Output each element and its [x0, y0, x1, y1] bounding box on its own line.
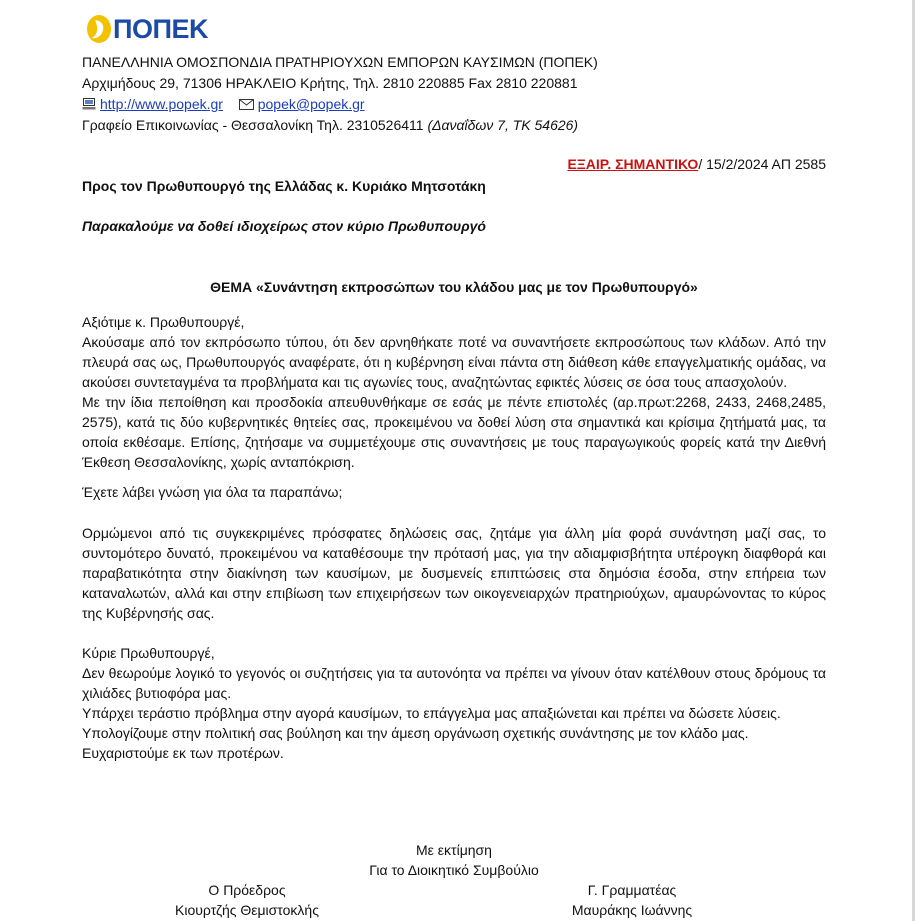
president-name: Κιουρτζής Θεμιστοκλής [175, 902, 319, 918]
paragraph-1: Ακούσαμε από τον εκπρόσωπο τύπου, ότι δεν αρνηθήκατε ποτέ να συναντήσετε εκπροσώπους των κλάδων. Από την πλευρά σας ως, Πρωθυπουργός αναφέρατε, ότι η κυβέρνηση είναι πάντα στη διάθεση κάθε επαγγελματικής ομάδας, να ακούσει συντεταγμένα τα προβλήματα και τις αγωνίες τους, αναζητώντας εφικτές λύσεις σε όσα τους απασχολούν. [82, 334, 826, 390]
signature-block [82, 840, 826, 920]
salutation-2: Κύριε Πρωθυπουργέ, [82, 645, 215, 661]
envelope-icon [239, 99, 254, 110]
reference-details: / 15/2/2024 ΑΠ 2585 [698, 156, 826, 172]
recipient-line: Προς τον Πρωθυπουργό της Ελλάδας κ. Κυριάκο Μητσοτάκη [82, 178, 486, 194]
board-line: Για το Διοικητικό Συμβούλιο [369, 862, 539, 878]
secretary-name: Μαυράκης Ιωάννης [571, 902, 693, 918]
website-link[interactable]: http://www.popek.gr [100, 96, 223, 112]
regards: Με εκτίμηση [416, 842, 492, 858]
org-address: Αρχιμήδους 29, 71306 ΗΡΑΚΛΕΙΟ Κρήτης, Τηλ. 2810 220885 Fax 2810 220881 [82, 75, 578, 91]
popek-logo [86, 12, 208, 46]
signatory-titles [82, 880, 826, 900]
paragraph-3: Ορμώμενοι από τις συγκεκριμένες πρόσφατες δηλώσεις σας, ζητάμε για άλλη μία φορά συνάντηση μαζί σας, το συντομότερο δυνατό, προκειμένου να καταθέσουμε την πρότασή μας, για την αδιαμφισβήτητα υπέρογκη διαφθορά και παραβατικότητα στην διακίνηση των καυσίμων, με δυσμενείς επιπτώσεις στα δημόσια έσοδα, στην επήρεια των καταναλωτών, αλλά και στην επιβίωση των επιχειρήσεων των οικογενειαρχών πρατηριούχων, αμαυρώνοντας το κύρος της Κυβέρνησής σας. [82, 525, 826, 621]
office-phone: Γραφείο Επικοινωνίας - Θεσσαλονίκη Τηλ. 2310526411 [82, 117, 428, 133]
computer-icon [82, 98, 96, 110]
office-line [82, 115, 842, 136]
paragraph-6: Υπολογίζουμε στην πολιτική σας βούληση και την άμεση οργάνωση σχετικής συνάντησης με τον κλάδο μας. [82, 725, 749, 741]
email-link[interactable]: popek@popek.gr [257, 96, 365, 112]
logo-text: ΠΟΠΕΚ [113, 14, 209, 44]
letter-body [82, 312, 826, 763]
thanks: Ευχαριστούμε εκ των προτέρων. [82, 745, 284, 761]
contact-links [82, 94, 842, 115]
paragraph-2: Με την ίδια πεποίθηση και προσδοκία απευθυνθήκαμε σε εσάς με πέντε επιστολές (αρ.πρωτ:2268, 2433, 2468,2485, 2575), κατά τις δύο κυβερνητικές θητείες σας, προκειμένου να δοθεί λύση στα σημαντικά και κρίσιμα ζητήματά μας, τα οποία εκθέσαμε. Επίσης, ζητήσαμε να συμμετέχουμε στις συναντήσεις με τους παραγωγικούς φορείς κατά την Διεθνή Έκθεση Θεσσαλονίκης, χωρίς ανταπόκριση. [82, 394, 826, 470]
logo-mark-icon [86, 14, 112, 44]
org-name: ΠΑΝΕΛΛΗΝΙΑ ΟΜΟΣΠΟΝΔΙΑ ΠΡΑΤΗΡΙΟΥΧΩΝ ΕΜΠΟΡΩΝ ΚΑΥΣΙΜΩΝ (ΠΟΠΕΚ) [82, 54, 598, 70]
request-line: Παρακαλούμε να δοθεί ιδιοχείρως στον κύριο Πρωθυπουργό [82, 218, 486, 234]
president-title: Ο Πρόεδρος [208, 882, 286, 898]
question: Έχετε λάβει γνώση για όλα τα παραπάνω; [82, 484, 343, 500]
salutation: Αξιότιμε κ. Πρωθυπουργέ, [82, 314, 245, 330]
secretary-title: Γ. Γραμματέας [587, 882, 677, 898]
document-reference [567, 154, 826, 174]
signatory-names [82, 900, 826, 920]
subject-line: ΘΕΜΑ «Συνάντηση εκπροσώπων του κλάδου μας με τον Πρωθυπουργό» [210, 279, 698, 295]
office-address: (Δαναΐδων 7, ΤΚ 54626) [427, 117, 579, 133]
paragraph-5: Υπάρχει τεράστιο πρόβλημα στην αγορά καυσίμων, το επάγγελμα μας απαξιώνεται και πρέπει να δώσετε λύσεις. [82, 705, 781, 721]
letterhead [82, 52, 842, 136]
urgency-label: ΕΞΑΙΡ. ΣΗΜΑΝΤΙΚΟ [567, 156, 699, 172]
paragraph-4: Δεν θεωρούμε λογικό το γεγονός οι συζητήσεις για τα αυτονόητα να πρέπει να γίνουν όταν κατέλθουν στους δρόμους τα χιλιάδες βυτιοφόρα μας. [82, 665, 826, 701]
